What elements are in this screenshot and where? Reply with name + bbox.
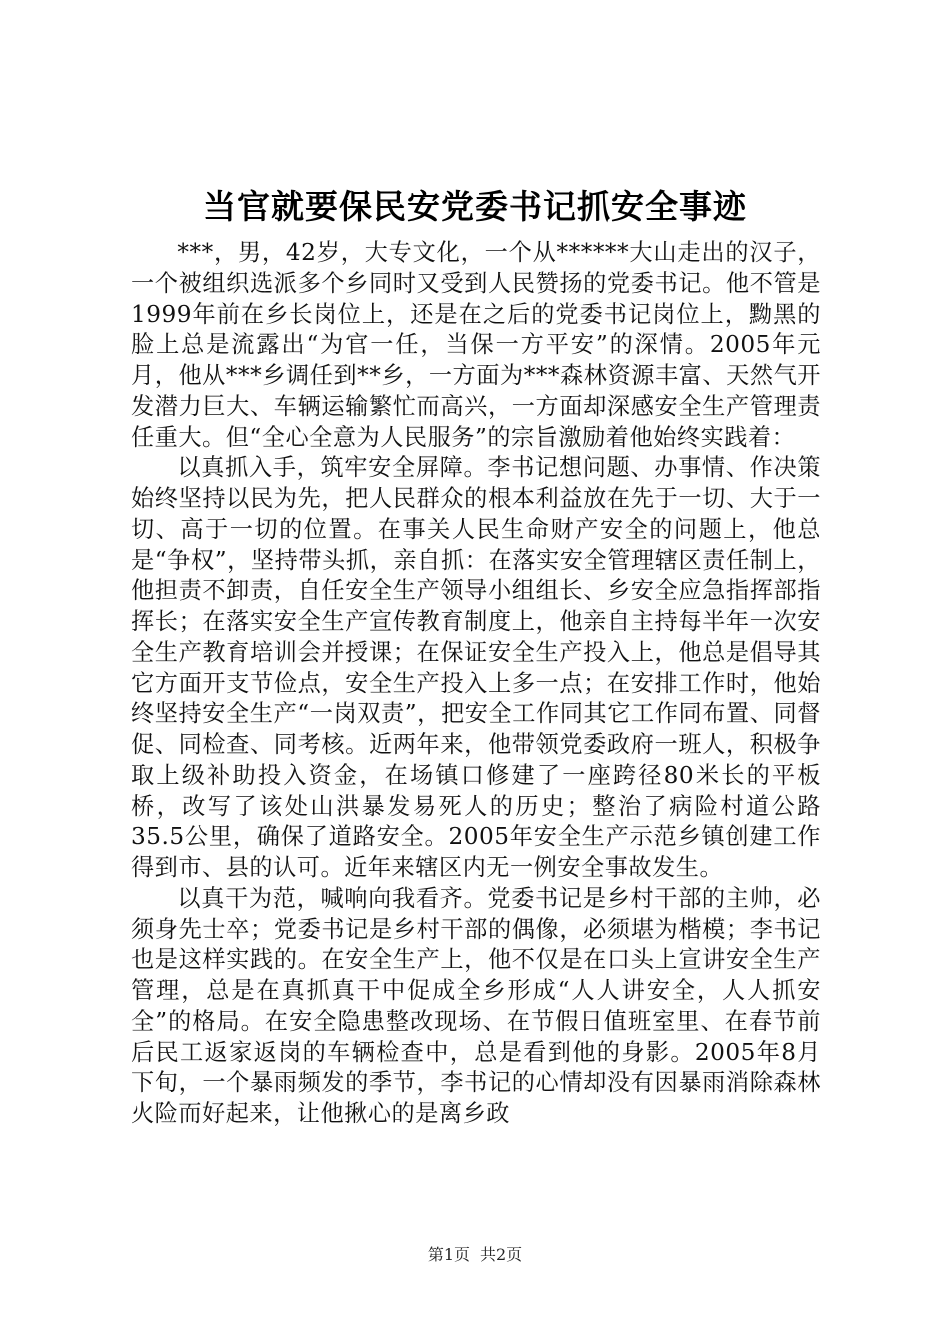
page-footer [0,1245,950,1265]
page-number: 第1页 [427,1245,470,1264]
document-title: 当官就要保民安党委书记抓安全事迹 [203,187,747,226]
paragraph: 以真干为范，喊响向我看齐。党委书记是乡村干部的主帅，必须身先士卒；党委书记是乡村干部的偶像，必须堪为楷模；李书记也是这样实践的。在安全生产上，他不仅是在口头上宣讲安全生产管理，总是在真抓真干中促成全乡形成“人人讲安全，人人抓安全”的格局。在安全隐患整改现场、在节假日值班室里、在春节前后民工返家返岗的车辆检查中，总是看到他的身影。2005年8月下旬，一个暴雨频发的季节，李书记的心情却没有因暴雨消除森林火险而好起来，让他揪心的是离乡政 [131,884,821,1127]
page-total: 共2页 [480,1245,523,1264]
paragraph: 以真抓入手，筑牢安全屏障。李书记想问题、办事情、作决策始终坚持以民为先，把人民群众的根本利益放在先于一切、大于一切、高于一切的位置。在事关人民生命财产安全的问题上，他总是“争权”，坚持带头抓，亲自抓：在落实安全管理辖区责任制上，他担责不卸责，自任安全生产领导小组组长、乡安全应急指挥部指挥长；在落实安全生产宣传教育制度上，他亲自主持每半年一次安全生产教育培训会并授课；在保证安全生产投入上，他总是倡导其它方面开支节俭点，安全生产投入上多一点；在安排工作时，他始终坚持安全生产“一岗双责”，把安全工作同其它工作同布置、同督促、同检查、同考核。近两年来，他带领党委政府一班人，积极争取上级补助投入资金，在场镇口修建了一座跨径80米长的平板桥，改写了该处山洪暴发易死人的历史；整治了病险村道公路35.5公里，确保了道路安全。2005年安全生产示范乡镇创建工作得到市、县的认可。近年来辖区内无一例安全事故发生。 [131,454,821,881]
document-body [131,238,821,1130]
paragraph: ***，男，42岁，大专文化，一个从******大山走出的汉子，一个被组织选派多个乡同时又受到人民赞扬的党委书记。他不管是1999年前在乡长岗位上，还是在之后的党委书记岗位上，黝黑的脸上总是流露出“为官一任，当保一方平安”的深情。2005年元月，他从***乡调任到**乡，一方面为***森林资源丰富、天然气开发潜力巨大、车辆运输繁忙而高兴，一方面却深感安全生产管理责任重大。但“全心全意为人民服务”的宗旨激励着他始终实践着： [131,239,821,451]
